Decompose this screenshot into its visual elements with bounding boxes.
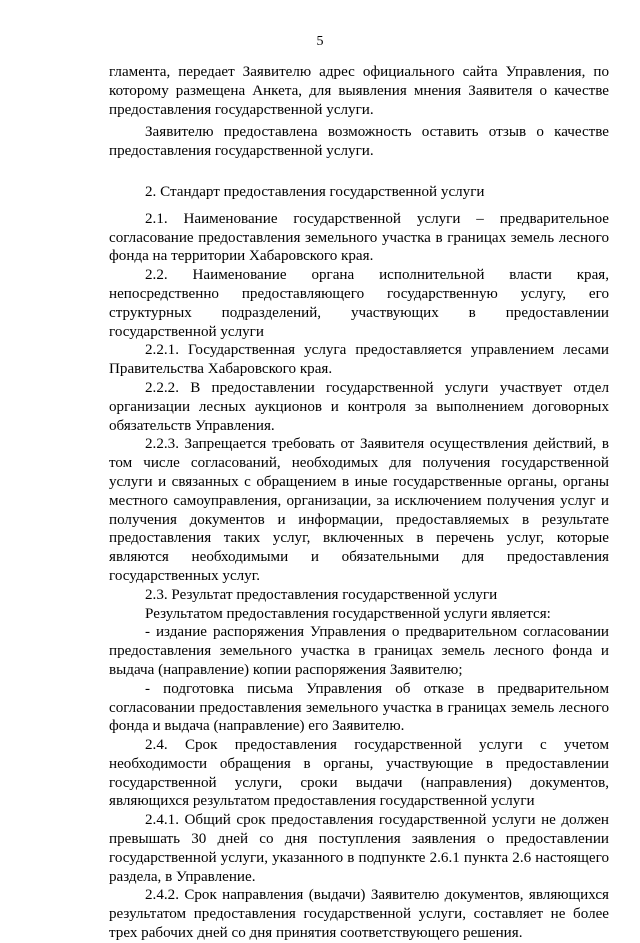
paragraph-result-intro: Результатом предоставления государственной услуги является: (145, 605, 551, 622)
paragraph-2-2-2: 2.2.2. В предоставлении государственной услуги участвует отдел организации лесных аукционов и контроля за выполнением договорных обязательств Управления. (109, 379, 609, 434)
paragraph-2-2: 2.2. Наименование органа исполнительной власти края, непосредственно предоставляющего государственную услугу, его структурных подразделений, участвующих в предоставлении государственной услуги (109, 267, 609, 340)
paragraph-2-3: 2.3. Результат предоставления государственной услуги (145, 586, 498, 603)
list-item-order: - издание распоряжения Управления о предварительном согласовании предоставления земельного участка в границах земель лесного фонда и выдача (направление) копии распоряжения Заявителю; (109, 624, 609, 678)
paragraph-2-4-2: 2.4.2. Срок направления (выдачи) Заявителю документов, являющихся результатом предоставления государственной услуги, составляет не более трех рабочих дней со дня принятия соответствующего решения. (109, 887, 609, 942)
paragraph-2-1: 2.1. Наименование государственной услуги – предварительное согласование предоставления земельного участка в границах земель лесного фонда на территории Хабаровского края. (109, 210, 609, 265)
paragraph-2-2-1: 2.2.1. Государственная услуга предоставляется управлением лесами Правительства Хабаровского края. (109, 342, 609, 378)
paragraph-feedback: Заявителю предоставлена возможность оставить отзыв о качестве предоставления государственной услуги. (109, 124, 609, 160)
list-item-refusal: - подготовка письма Управления об отказе в предварительном согласовании предоставления земельного участка в границах земель лесного фонда и выдача (направление) его Заявителю. (109, 680, 609, 735)
page-number: 5 (316, 34, 324, 49)
document-body (109, 63, 609, 943)
paragraph-continuation: гламента, передает Заявителю адрес официального сайта Управления, по которому размещена Анкета, для выявления мнения Заявителя о качестве предоставления государственной услуги. (109, 64, 609, 118)
paragraph-2-4-1: 2.4.1. Общий срок предоставления государственной услуги не должен превышать 30 дней со дня поступления заявления о предоставлении государственной услуги, указанного в подпункте 2.6.1 пункта 2.6 настоящего раздела, в Управление. (109, 812, 609, 885)
paragraph-2-4: 2.4. Срок предоставления государственной услуги с учетом необходимости обращения в органы, участвующие в предоставлении государственной услуги, сроки выдачи (направления) документов, являющихся результатом предоставления государственной услуги (109, 737, 609, 810)
paragraph-2-2-3: 2.2.3. Запрещается требовать от Заявителя осуществления действий, в том числе согласований, необходимых для получения государственной услуги и связанных с обращением в иные государственные органы, органы местного самоуправления, организации, за исключением получения услуг и получения документов и информации, предоставляемых в результате предоставления таких услуг, включенных в перечень услуг, которые являются необходимыми и обязательными для предоставления государственных услуг. (109, 436, 609, 584)
section-heading: 2. Стандарт предоставления государственной услуги (145, 183, 485, 200)
